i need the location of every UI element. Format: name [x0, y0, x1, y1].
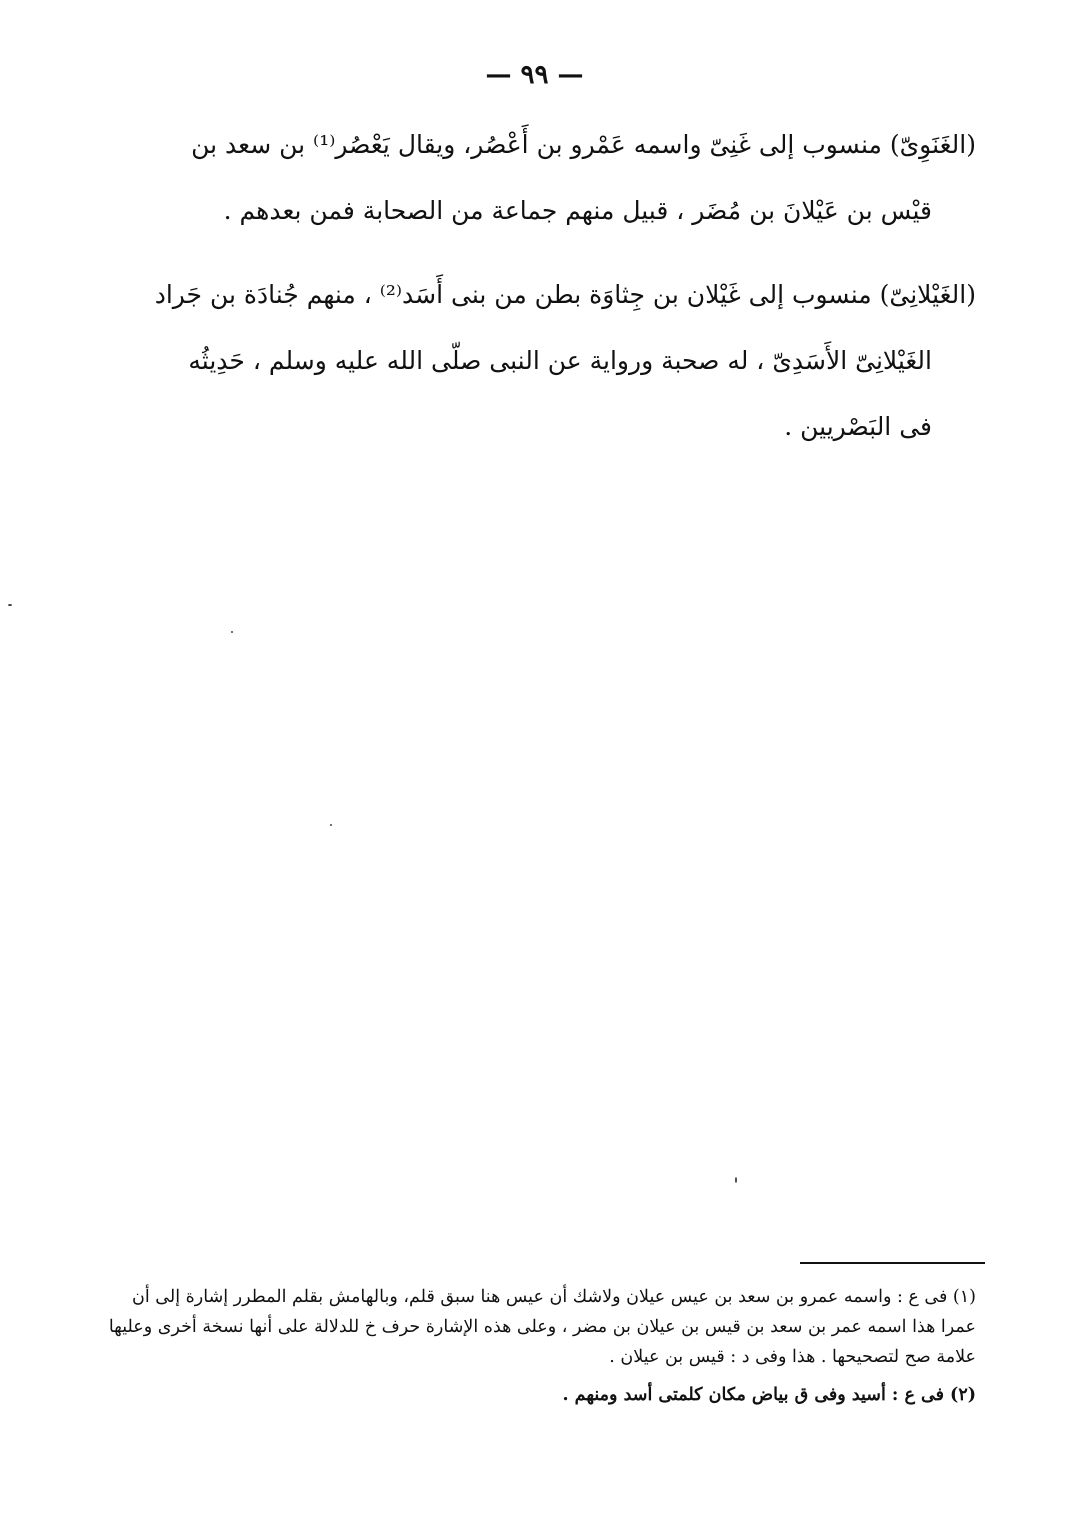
footnote-line: (١) فى ع : واسمه عمرو بن سعد بن عيس عيلان ولاشك أن عيس هنا سبق قلم، وبالهامش بقلم المطرر إشارة إلى أن	[132, 1287, 976, 1307]
footnote-2	[138, 1380, 976, 1410]
scan-speck	[231, 631, 233, 633]
entry-line: الغَيْلانِىّ الأَسَدِىّ ، له صحبة ورواية عن النبى صلّى الله عليه وسلم ، حَدِيثُه	[188, 346, 932, 375]
entry-line: قيْس بن عَيْلانَ بن مُضَر ، قبيل منهم جماعة من الصحابة فمن بعدهم .	[223, 196, 932, 225]
footnote-line: (٢) فى ع : أسيد وفى ق بياض مكان كلمتى أسد ومنهم .	[562, 1385, 976, 1405]
entry-line: (الغَنَوِىّ) منسوب إلى غَنِىّ واسمه عَمْرو بن أَعْصُر، ويقال يَعْصُر⁽¹⁾ بن سعد بن	[191, 130, 976, 159]
entry-line: فى البَصْريين .	[784, 412, 932, 441]
footnote-separator	[800, 1262, 985, 1264]
scan-speck	[330, 824, 332, 826]
footnote-line: عمرا هذا اسمه عمر بن سعد بن قيس بن عيلان بن مضر ، وعلى هذه الإشارة حرف خ للدلالة على أنها نسخة أخرى وعليها	[108, 1317, 976, 1337]
page-number: — ٩٩ —	[485, 60, 584, 90]
footnote-1	[108, 1282, 976, 1372]
footnotes	[108, 1282, 976, 1410]
footnote-line: علامة صح لتصحيحها . هذا وفى د : قيس بن عيلان .	[609, 1347, 976, 1367]
entry-ghanawi	[140, 112, 976, 244]
scan-speck	[8, 604, 12, 606]
scan-speck	[735, 1177, 737, 1183]
entry-ghaylani	[140, 262, 976, 460]
entry-line: (الغَيْلانِىّ) منسوب إلى غَيْلان بن جِثاوَة بطن من بنى أَسَد⁽²⁾ ، منهم جُنادَة بن جَراد	[154, 280, 976, 309]
